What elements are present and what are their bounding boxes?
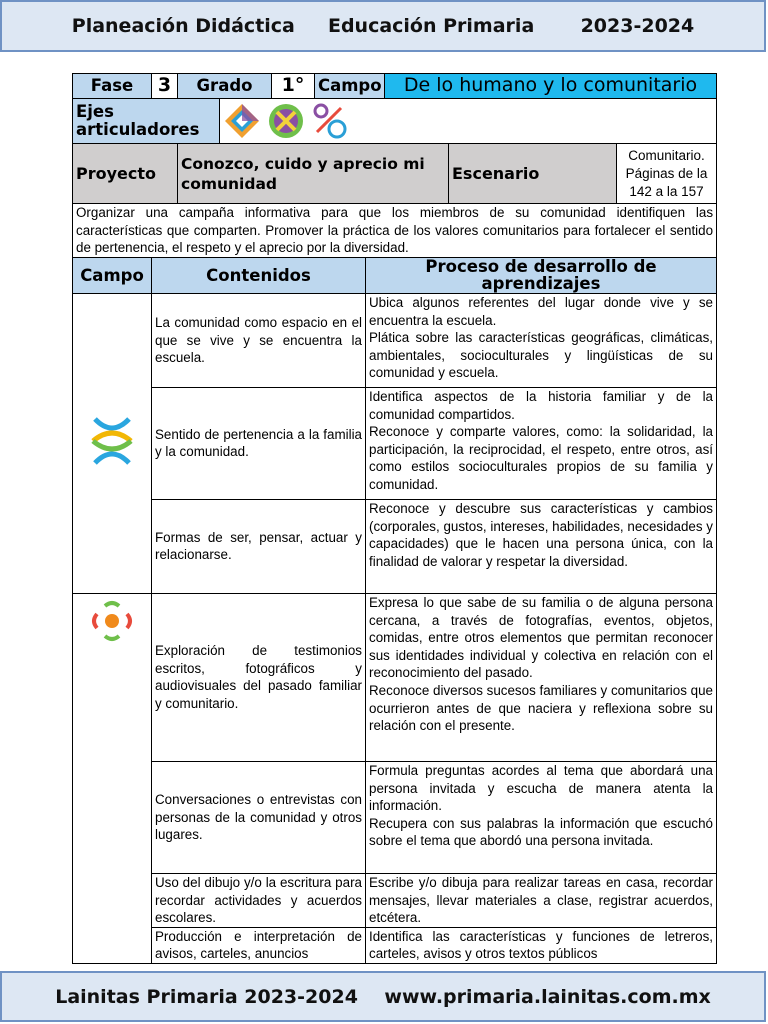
proceso-1: Ubica algunos referentes del lugar donde vive y se encuentra la escuela. Plática sobre las características geográficas, climáticas, ambientales, socioculturales y lingüísticas de su comunidad y escuela. <box>366 293 717 387</box>
col-campo: Campo <box>73 257 152 293</box>
proyecto-value-text: Conozco, cuido y aprecio mi comunidad <box>181 154 425 193</box>
header-title: Planeación Didáctica <box>71 15 295 37</box>
proceso-7: Identifica las características y funciones de letreros, carteles, avisos y otros textos públicos <box>366 927 717 963</box>
campo-cell-1 <box>73 293 152 593</box>
content-table <box>72 257 717 964</box>
proyecto-value <box>178 144 449 204</box>
proyecto-label-text: Proyecto <box>76 163 157 183</box>
table-row <box>73 927 717 963</box>
campo-cell-2 <box>73 593 152 963</box>
info-table <box>72 73 717 258</box>
col-proceso: Proceso de desarrollo de aprendizajes <box>366 257 717 293</box>
ejes-label <box>73 99 220 144</box>
table-row <box>73 293 717 387</box>
escenario-value <box>617 144 717 204</box>
table-row <box>73 387 717 499</box>
footer-banner <box>0 971 766 1022</box>
table-row <box>73 499 717 593</box>
escenario-label <box>449 144 617 204</box>
proceso-2: Identifica aspectos de la historia familiar y de la comunidad compartidos. Reconoce y comparte valores, como: la solidaridad, la participación, la reciprocidad, el respeto, entre otros, así como estilos socioculturales propios de su familia y comunidad. <box>366 387 717 499</box>
proceso-5: Formula preguntas acordes al tema que abordará una persona invitada y escucha de manera atenta la información. Recupera con sus palabras la información que escuchó sobre el tema que abordó una persona invitada. <box>366 761 717 873</box>
contenido-2: Sentido de pertenencia a la familia y la comunidad. <box>152 387 366 499</box>
contenido-1: La comunidad como espacio en el que se vive y se encuentra la escuela. <box>152 293 366 387</box>
proceso-3: Reconoce y descubre sus características y cambios (corporales, gustos, intereses, habilidades, necesidades y capacidades) que le hacen una persona única, con la finalidad de valorar y respetar la diversidad. <box>366 499 717 593</box>
eje-pensamiento-critico-icon <box>311 111 349 130</box>
campo-humano-comunitario-icon <box>89 455 135 470</box>
contenido-3: Formas de ser, pensar, actuar y relacionarse. <box>152 499 366 593</box>
eje-inclusion-icon <box>223 111 267 130</box>
proceso-6: Escribe y/o dibuja para realizar tareas en casa, recordar mensajes, llevar materiales a clase, registrar acuerdos, etcétera. <box>366 873 717 927</box>
proceso-4: Expresa lo que sabe de su familia o de alguna persona cercana, a través de fotografías, eventos, objetos, comidas, entre otros elementos que permitan reconocer sus identidades individual y colectiva en relación con el reconocimiento del pasado. Reconoce diversos sucesos familiares y comunitarios que ocurrieron antes de que naciera y reflexiona sobre su relación con el presente. <box>366 593 717 761</box>
contenido-7: Producción e interpretación de avisos, carteles, anuncios <box>152 927 366 963</box>
table-row <box>73 593 717 761</box>
campo-lenguajes-icon <box>89 598 135 649</box>
col-contenidos: Contenidos <box>152 257 366 293</box>
campo-value: De lo humano y lo comunitario <box>385 74 717 99</box>
contenido-6: Uso del dibujo y/o la escritura para recordar actividades y acuerdos escolares. <box>152 873 366 927</box>
campo-label: Campo <box>315 74 385 99</box>
header-year: 2023-2024 <box>580 15 695 37</box>
contenido-4: Exploración de testimonios escritos, fotográficos y audiovisuales del pasado familiar y comunitario. <box>152 593 366 761</box>
ejes-label-text: Ejes articuladores <box>76 102 200 139</box>
fase-label: Fase <box>73 74 152 99</box>
grado-label: Grado <box>178 74 272 99</box>
footer-brand: Lainitas Primaria 2023-2024 <box>55 985 358 1008</box>
fase-value: 3 <box>152 74 178 99</box>
purpose-text: Organizar una campaña informativa para que los miembros de su comunidad identifiquen las características que comparten. Promover la práctica de los valores comunitarios para fortalecer el sentido de pertenencia, el respeto y el aprecio por la diversidad. <box>73 204 717 258</box>
escenario-value-text: Comunitario. Páginas de la 142 a la 157 <box>625 147 708 199</box>
planning-sheet <box>72 73 716 964</box>
ejes-icons <box>220 99 717 144</box>
contenido-5: Conversaciones o entrevistas con personas de la comunidad y otros lugares. <box>152 761 366 873</box>
table-row <box>73 761 717 873</box>
proyecto-label <box>73 144 178 204</box>
grado-value: 1° <box>272 74 315 99</box>
footer-url[interactable]: www.primaria.lainitas.com.mx <box>384 985 711 1008</box>
header-level: Educación Primaria <box>327 15 535 37</box>
eje-vida-saludable-icon <box>267 111 311 130</box>
table-row <box>73 873 717 927</box>
escenario-label-text: Escenario <box>452 163 540 183</box>
header-banner <box>0 0 766 52</box>
